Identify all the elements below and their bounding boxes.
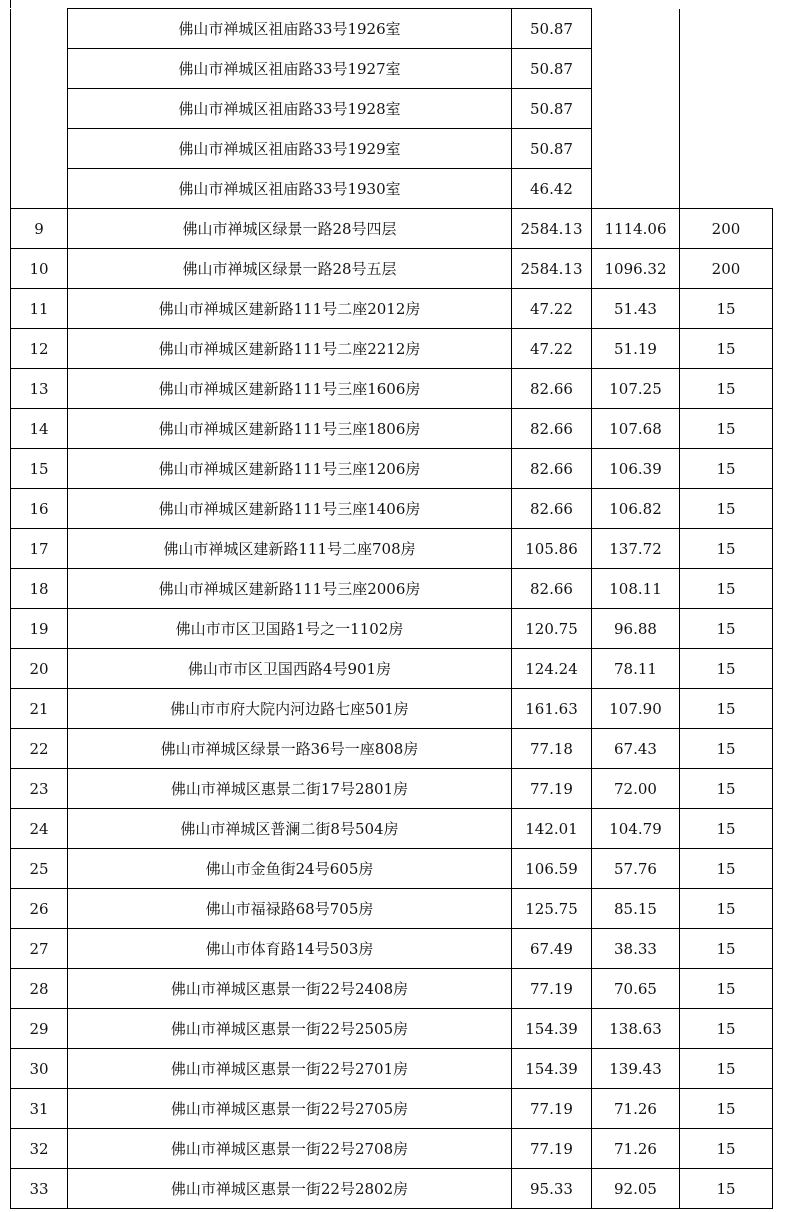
address-cell: 佛山市禅城区普澜二街8号504房 xyxy=(68,809,512,849)
area-cell: 67.49 xyxy=(512,929,592,969)
address-cell: 佛山市禅城区建新路111号三座1406房 xyxy=(68,489,512,529)
area-cell: 77.19 xyxy=(512,1089,592,1129)
row-number-cell: 24 xyxy=(11,809,68,849)
row-number-cell: 30 xyxy=(11,1049,68,1089)
area2-cell: 38.33 xyxy=(592,929,680,969)
address-cell: 佛山市禅城区建新路111号二座2212房 xyxy=(68,329,512,369)
row-number-cell: 17 xyxy=(11,529,68,569)
quantity-cell: 15 xyxy=(680,649,773,689)
area2-cell: 106.82 xyxy=(592,489,680,529)
address-cell: 佛山市市府大院内河边路七座501房 xyxy=(68,689,512,729)
area-cell: 47.22 xyxy=(512,329,592,369)
table-row xyxy=(11,1089,773,1129)
area2-cell: 107.25 xyxy=(592,369,680,409)
quantity-cell: 15 xyxy=(680,449,773,489)
area2-cell-empty xyxy=(592,9,680,209)
address-cell: 佛山市体育路14号503房 xyxy=(68,929,512,969)
area-cell: 77.19 xyxy=(512,1129,592,1169)
address-cell: 佛山市禅城区祖庙路33号1926室 xyxy=(68,9,512,49)
row-number-cell: 15 xyxy=(11,449,68,489)
quantity-cell: 15 xyxy=(680,1129,773,1169)
area2-cell: 51.43 xyxy=(592,289,680,329)
quantity-cell: 200 xyxy=(680,249,773,289)
table-row xyxy=(11,729,773,769)
row-number-cell: 26 xyxy=(11,889,68,929)
number-cell-empty xyxy=(11,9,68,209)
area-cell: 2584.13 xyxy=(512,209,592,249)
quantity-cell: 15 xyxy=(680,1169,773,1209)
quantity-cell: 15 xyxy=(680,889,773,929)
area-cell: 46.42 xyxy=(512,169,592,209)
area2-cell: 67.43 xyxy=(592,729,680,769)
area-cell: 50.87 xyxy=(512,89,592,129)
area-cell: 124.24 xyxy=(512,649,592,689)
address-cell: 佛山市禅城区惠景二街17号2801房 xyxy=(68,769,512,809)
row-number-cell: 25 xyxy=(11,849,68,889)
area2-cell: 70.65 xyxy=(592,969,680,1009)
row-number-cell: 11 xyxy=(11,289,68,329)
address-cell: 佛山市禅城区祖庙路33号1928室 xyxy=(68,89,512,129)
quantity-cell: 15 xyxy=(680,769,773,809)
area-cell: 82.66 xyxy=(512,369,592,409)
quantity-cell: 15 xyxy=(680,849,773,889)
row-number-cell: 33 xyxy=(11,1169,68,1209)
table-row xyxy=(11,409,773,449)
row-number-cell: 21 xyxy=(11,689,68,729)
area2-cell: 71.26 xyxy=(592,1129,680,1169)
table-row xyxy=(11,809,773,849)
quantity-cell: 15 xyxy=(680,729,773,769)
address-cell: 佛山市禅城区惠景一街22号2408房 xyxy=(68,969,512,1009)
address-cell: 佛山市禅城区惠景一街22号2701房 xyxy=(68,1049,512,1089)
area-cell: 106.59 xyxy=(512,849,592,889)
quantity-cell: 15 xyxy=(680,969,773,1009)
quantity-cell: 15 xyxy=(680,929,773,969)
quantity-cell: 15 xyxy=(680,1089,773,1129)
address-cell: 佛山市禅城区祖庙路33号1929室 xyxy=(68,129,512,169)
area2-cell: 138.63 xyxy=(592,1009,680,1049)
table-row xyxy=(11,489,773,529)
row-number-cell: 18 xyxy=(11,569,68,609)
address-cell: 佛山市禅城区建新路111号三座1806房 xyxy=(68,409,512,449)
area-cell: 120.75 xyxy=(512,609,592,649)
area-cell: 154.39 xyxy=(512,1009,592,1049)
row-number-cell: 9 xyxy=(11,209,68,249)
area-cell: 77.19 xyxy=(512,769,592,809)
table-row xyxy=(11,929,773,969)
row-number-cell: 12 xyxy=(11,329,68,369)
row-number-cell: 22 xyxy=(11,729,68,769)
table-row xyxy=(11,529,773,569)
area-cell: 154.39 xyxy=(512,1049,592,1089)
address-cell: 佛山市禅城区建新路111号二座2012房 xyxy=(68,289,512,329)
row-number-cell: 10 xyxy=(11,249,68,289)
address-cell: 佛山市禅城区建新路111号三座1206房 xyxy=(68,449,512,489)
area2-cell: 106.39 xyxy=(592,449,680,489)
quantity-cell: 15 xyxy=(680,489,773,529)
area-cell: 82.66 xyxy=(512,489,592,529)
quantity-cell: 15 xyxy=(680,409,773,449)
quantity-cell: 15 xyxy=(680,569,773,609)
address-cell: 佛山市禅城区惠景一街22号2705房 xyxy=(68,1089,512,1129)
address-cell: 佛山市禅城区祖庙路33号1927室 xyxy=(68,49,512,89)
area2-cell: 139.43 xyxy=(592,1049,680,1089)
area2-cell: 85.15 xyxy=(592,889,680,929)
table-row xyxy=(11,249,773,289)
area2-cell: 107.68 xyxy=(592,409,680,449)
area-cell: 125.75 xyxy=(512,889,592,929)
table-row xyxy=(11,1129,773,1169)
address-cell: 佛山市市区卫国路1号之一1102房 xyxy=(68,609,512,649)
row-number-cell: 32 xyxy=(11,1129,68,1169)
area-cell: 47.22 xyxy=(512,289,592,329)
table-row xyxy=(11,1009,773,1049)
table-row xyxy=(11,209,773,249)
area-cell: 161.63 xyxy=(512,689,592,729)
table-row xyxy=(11,689,773,729)
table-row xyxy=(11,329,773,369)
row-number-cell: 20 xyxy=(11,649,68,689)
address-cell: 佛山市禅城区建新路111号三座2006房 xyxy=(68,569,512,609)
table-row xyxy=(11,969,773,1009)
area-cell: 50.87 xyxy=(512,9,592,49)
quantity-cell: 15 xyxy=(680,369,773,409)
address-cell: 佛山市禅城区惠景一街22号2802房 xyxy=(68,1169,512,1209)
table-row xyxy=(11,569,773,609)
row-number-cell: 23 xyxy=(11,769,68,809)
row-number-cell: 16 xyxy=(11,489,68,529)
area2-cell: 104.79 xyxy=(592,809,680,849)
area2-cell: 92.05 xyxy=(592,1169,680,1209)
area2-cell: 137.72 xyxy=(592,529,680,569)
row-number-cell: 13 xyxy=(11,369,68,409)
area2-cell: 71.26 xyxy=(592,1089,680,1129)
table-row xyxy=(11,849,773,889)
area-cell: 82.66 xyxy=(512,449,592,489)
address-cell: 佛山市禅城区绿景一路36号一座808房 xyxy=(68,729,512,769)
table-row xyxy=(11,1049,773,1089)
area2-cell: 96.88 xyxy=(592,609,680,649)
address-cell: 佛山市金鱼街24号605房 xyxy=(68,849,512,889)
area-cell: 2584.13 xyxy=(512,249,592,289)
area-cell: 50.87 xyxy=(512,129,592,169)
row-number-cell: 28 xyxy=(11,969,68,1009)
address-cell: 佛山市禅城区绿景一路28号五层 xyxy=(68,249,512,289)
area-cell: 82.66 xyxy=(512,409,592,449)
quantity-cell: 15 xyxy=(680,609,773,649)
address-cell: 佛山市福禄路68号705房 xyxy=(68,889,512,929)
area2-cell: 1114.06 xyxy=(592,209,680,249)
quantity-cell: 15 xyxy=(680,289,773,329)
area-cell: 95.33 xyxy=(512,1169,592,1209)
row-number-cell: 27 xyxy=(11,929,68,969)
address-cell: 佛山市禅城区祖庙路33号1930室 xyxy=(68,169,512,209)
area2-cell: 1096.32 xyxy=(592,249,680,289)
table-row xyxy=(11,369,773,409)
area2-cell: 108.11 xyxy=(592,569,680,609)
area-cell: 50.87 xyxy=(512,49,592,89)
row-number-cell: 19 xyxy=(11,609,68,649)
area-cell: 77.19 xyxy=(512,969,592,1009)
table-row xyxy=(11,449,773,489)
table-row xyxy=(11,649,773,689)
quantity-cell-empty xyxy=(680,9,773,209)
address-cell: 佛山市禅城区绿景一路28号四层 xyxy=(68,209,512,249)
row-number-cell: 14 xyxy=(11,409,68,449)
address-cell: 佛山市禅城区惠景一街22号2505房 xyxy=(68,1009,512,1049)
row-number-cell: 31 xyxy=(11,1089,68,1129)
area2-cell: 78.11 xyxy=(592,649,680,689)
area2-cell: 72.00 xyxy=(592,769,680,809)
area-cell: 142.01 xyxy=(512,809,592,849)
table-row xyxy=(11,889,773,929)
quantity-cell: 15 xyxy=(680,1009,773,1049)
quantity-cell: 15 xyxy=(680,689,773,729)
property-table xyxy=(10,8,773,1209)
table-border-line xyxy=(10,0,11,8)
area-cell: 82.66 xyxy=(512,569,592,609)
table-row xyxy=(11,9,773,49)
area-cell: 105.86 xyxy=(512,529,592,569)
quantity-cell: 15 xyxy=(680,529,773,569)
address-cell: 佛山市禅城区惠景一街22号2708房 xyxy=(68,1129,512,1169)
table-row xyxy=(11,769,773,809)
address-cell: 佛山市禅城区建新路111号二座708房 xyxy=(68,529,512,569)
table-row xyxy=(11,289,773,329)
address-cell: 佛山市禅城区建新路111号三座1606房 xyxy=(68,369,512,409)
area2-cell: 107.90 xyxy=(592,689,680,729)
area2-cell: 57.76 xyxy=(592,849,680,889)
area-cell: 77.18 xyxy=(512,729,592,769)
address-cell: 佛山市市区卫国西路4号901房 xyxy=(68,649,512,689)
table-row xyxy=(11,1169,773,1209)
table-row xyxy=(11,609,773,649)
quantity-cell: 15 xyxy=(680,1049,773,1089)
area2-cell: 51.19 xyxy=(592,329,680,369)
quantity-cell: 200 xyxy=(680,209,773,249)
row-number-cell: 29 xyxy=(11,1009,68,1049)
quantity-cell: 15 xyxy=(680,809,773,849)
quantity-cell: 15 xyxy=(680,329,773,369)
